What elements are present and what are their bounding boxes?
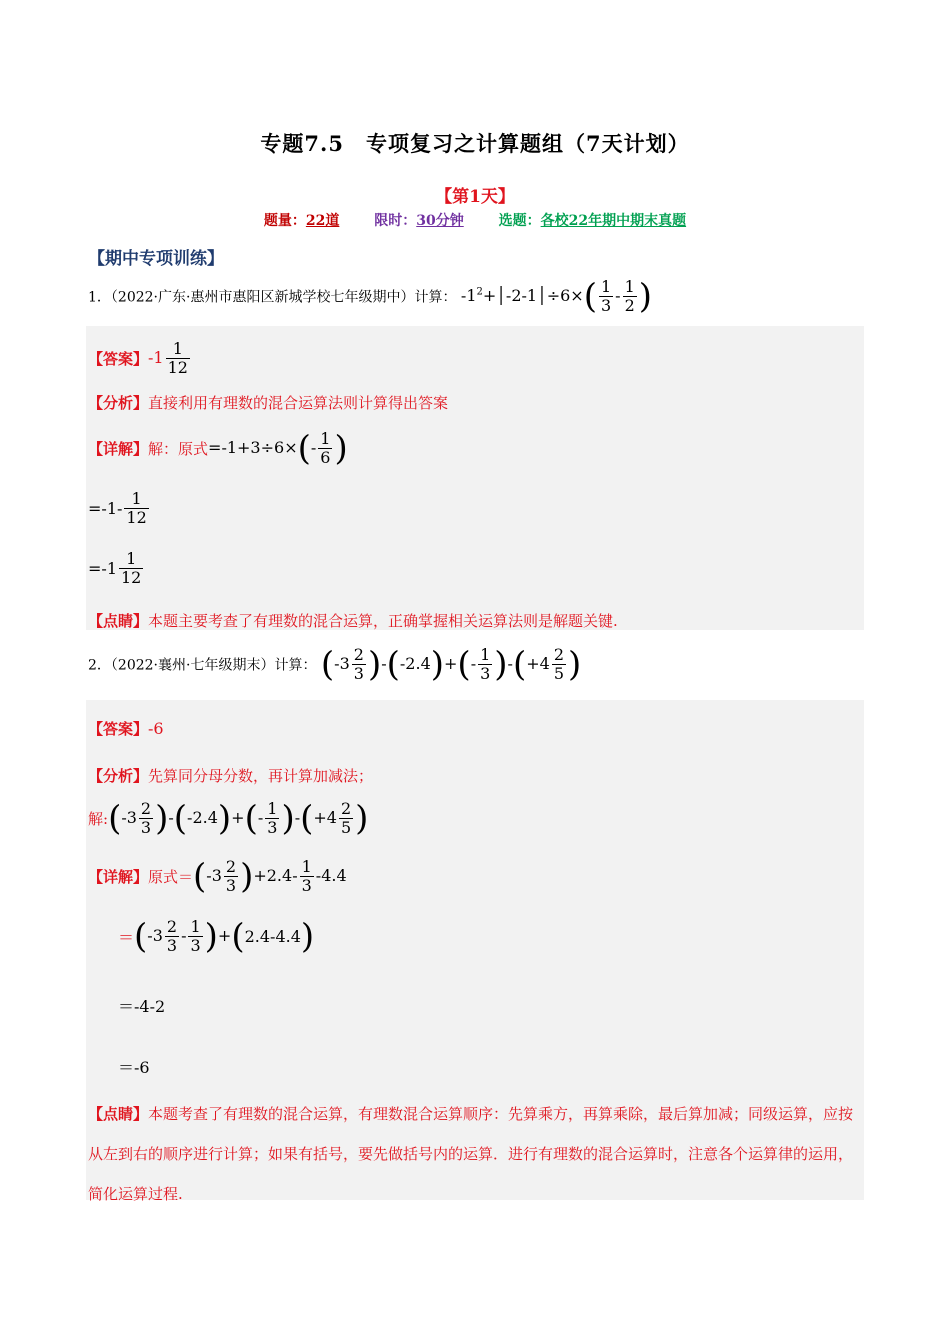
time-value: 30分钟	[416, 213, 464, 229]
q2-solve-expression: (-3 $\frac{2}{3}$ )-(-2.4)+(- $\frac{1}{3}$ )-(+4 $\frac{2}{5}$ )	[108, 798, 369, 839]
q2-answer	[88, 718, 164, 739]
question-1	[88, 278, 652, 315]
day-heading: 【第1天】	[435, 187, 515, 207]
q2-expression: (-3 $\frac{2}{3}$ )-(-2.4)+(- $\frac{1}{3}$ )-(+4 $\frac{2}{5}$ )	[320, 644, 582, 685]
q2-analysis-tag: 【分析】	[88, 767, 149, 785]
q2-step-1: (-3 $\frac{2}{3}$ )+2.4- $\frac{1}{3}$ -4.4	[193, 856, 347, 897]
q2-step-3: ＝-4-2	[118, 997, 166, 1016]
section-heading: 【期中专项训练】	[88, 249, 224, 269]
q2-comment-text: 本题考查了有理数的混合运算，有理数混合运算顺序：先算乘方，再算乘除，最后算加减；同级运算，应按从左到右的顺序进行计算；如果有括号，要先做括号内的运算．进行有理数的混合运算时，注意各个运算律的运用，简化运算过程.	[88, 1105, 854, 1203]
q1-analysis-tag: 【分析】	[88, 394, 149, 412]
q2-step-4: ＝-6	[118, 1058, 150, 1077]
q2-solve-label: 解:	[88, 810, 109, 828]
source-label: 选题：	[498, 213, 541, 229]
q1-answer-value: -1 $\frac{1}{12}$	[148, 339, 188, 377]
q1-comment-text: 本题主要考查了有理数的混合运算，正确掌握相关运算法则是解题关键.	[148, 612, 618, 630]
q1-number: 1．	[88, 289, 111, 306]
q1-comment-tag: 【点睛】	[88, 612, 149, 630]
q2-detail-text: 原式＝	[148, 868, 194, 886]
q1-answer-tag: 【答案】	[88, 350, 149, 368]
q1-detail-text: 解：原式	[148, 440, 209, 458]
q2-detail	[88, 858, 347, 895]
q1-step-3: =-1 $\frac{1}{12}$	[88, 549, 142, 587]
q1-answer	[88, 340, 192, 377]
q2-source: （2022·襄州·七年级期末）计算：	[110, 657, 317, 674]
question-2	[88, 646, 581, 683]
q1-analysis-text: 直接利用有理数的混合运算法则计算得出答案	[148, 394, 449, 412]
q1-analysis	[88, 392, 448, 413]
q1-expression: $-1^2+│-2-1│\div 6\times$( $\frac{1}{3}$ - $\frac{1}{2}$ )	[460, 276, 653, 317]
count-label: 题量：	[263, 213, 306, 229]
source-value: 各校22年期中期末真题	[540, 213, 687, 229]
q1-solution-box	[86, 326, 864, 630]
q2-solve	[88, 800, 368, 837]
q2-comment-tag: 【点睛】	[88, 1105, 149, 1123]
q1-step-1: =-1+3÷6×(- $\frac{1}{6}$ )	[208, 428, 348, 469]
q1-comment	[88, 610, 618, 631]
q2-step-2: ＝(-3 $\frac{2}{3}$ - $\frac{1}{3}$ )+(2.4-4.4)	[118, 916, 315, 957]
count-value: 22道	[305, 213, 340, 229]
q2-detail-tag: 【详解】	[88, 868, 149, 886]
page-title: 专题7.5 专项复习之计算题组（7天计划）	[260, 131, 690, 156]
meta-line	[0, 210, 950, 230]
q1-step-2: =-1- $\frac{1}{12}$	[88, 489, 147, 527]
q2-comment	[88, 1094, 866, 1214]
q1-detail	[88, 430, 348, 467]
q2-number: 2．	[88, 657, 111, 674]
q2-analysis-text: 先算同分母分数，再计算加减法；	[148, 767, 374, 785]
q1-source: （2022·广东·惠州市惠阳区新城学校七年级期中）计算：	[110, 289, 457, 306]
q1-detail-tag: 【详解】	[88, 440, 149, 458]
q2-answer-value: -6	[148, 719, 164, 738]
time-label: 限时：	[374, 213, 417, 229]
q2-analysis	[88, 765, 373, 786]
q2-answer-tag: 【答案】	[88, 720, 149, 738]
